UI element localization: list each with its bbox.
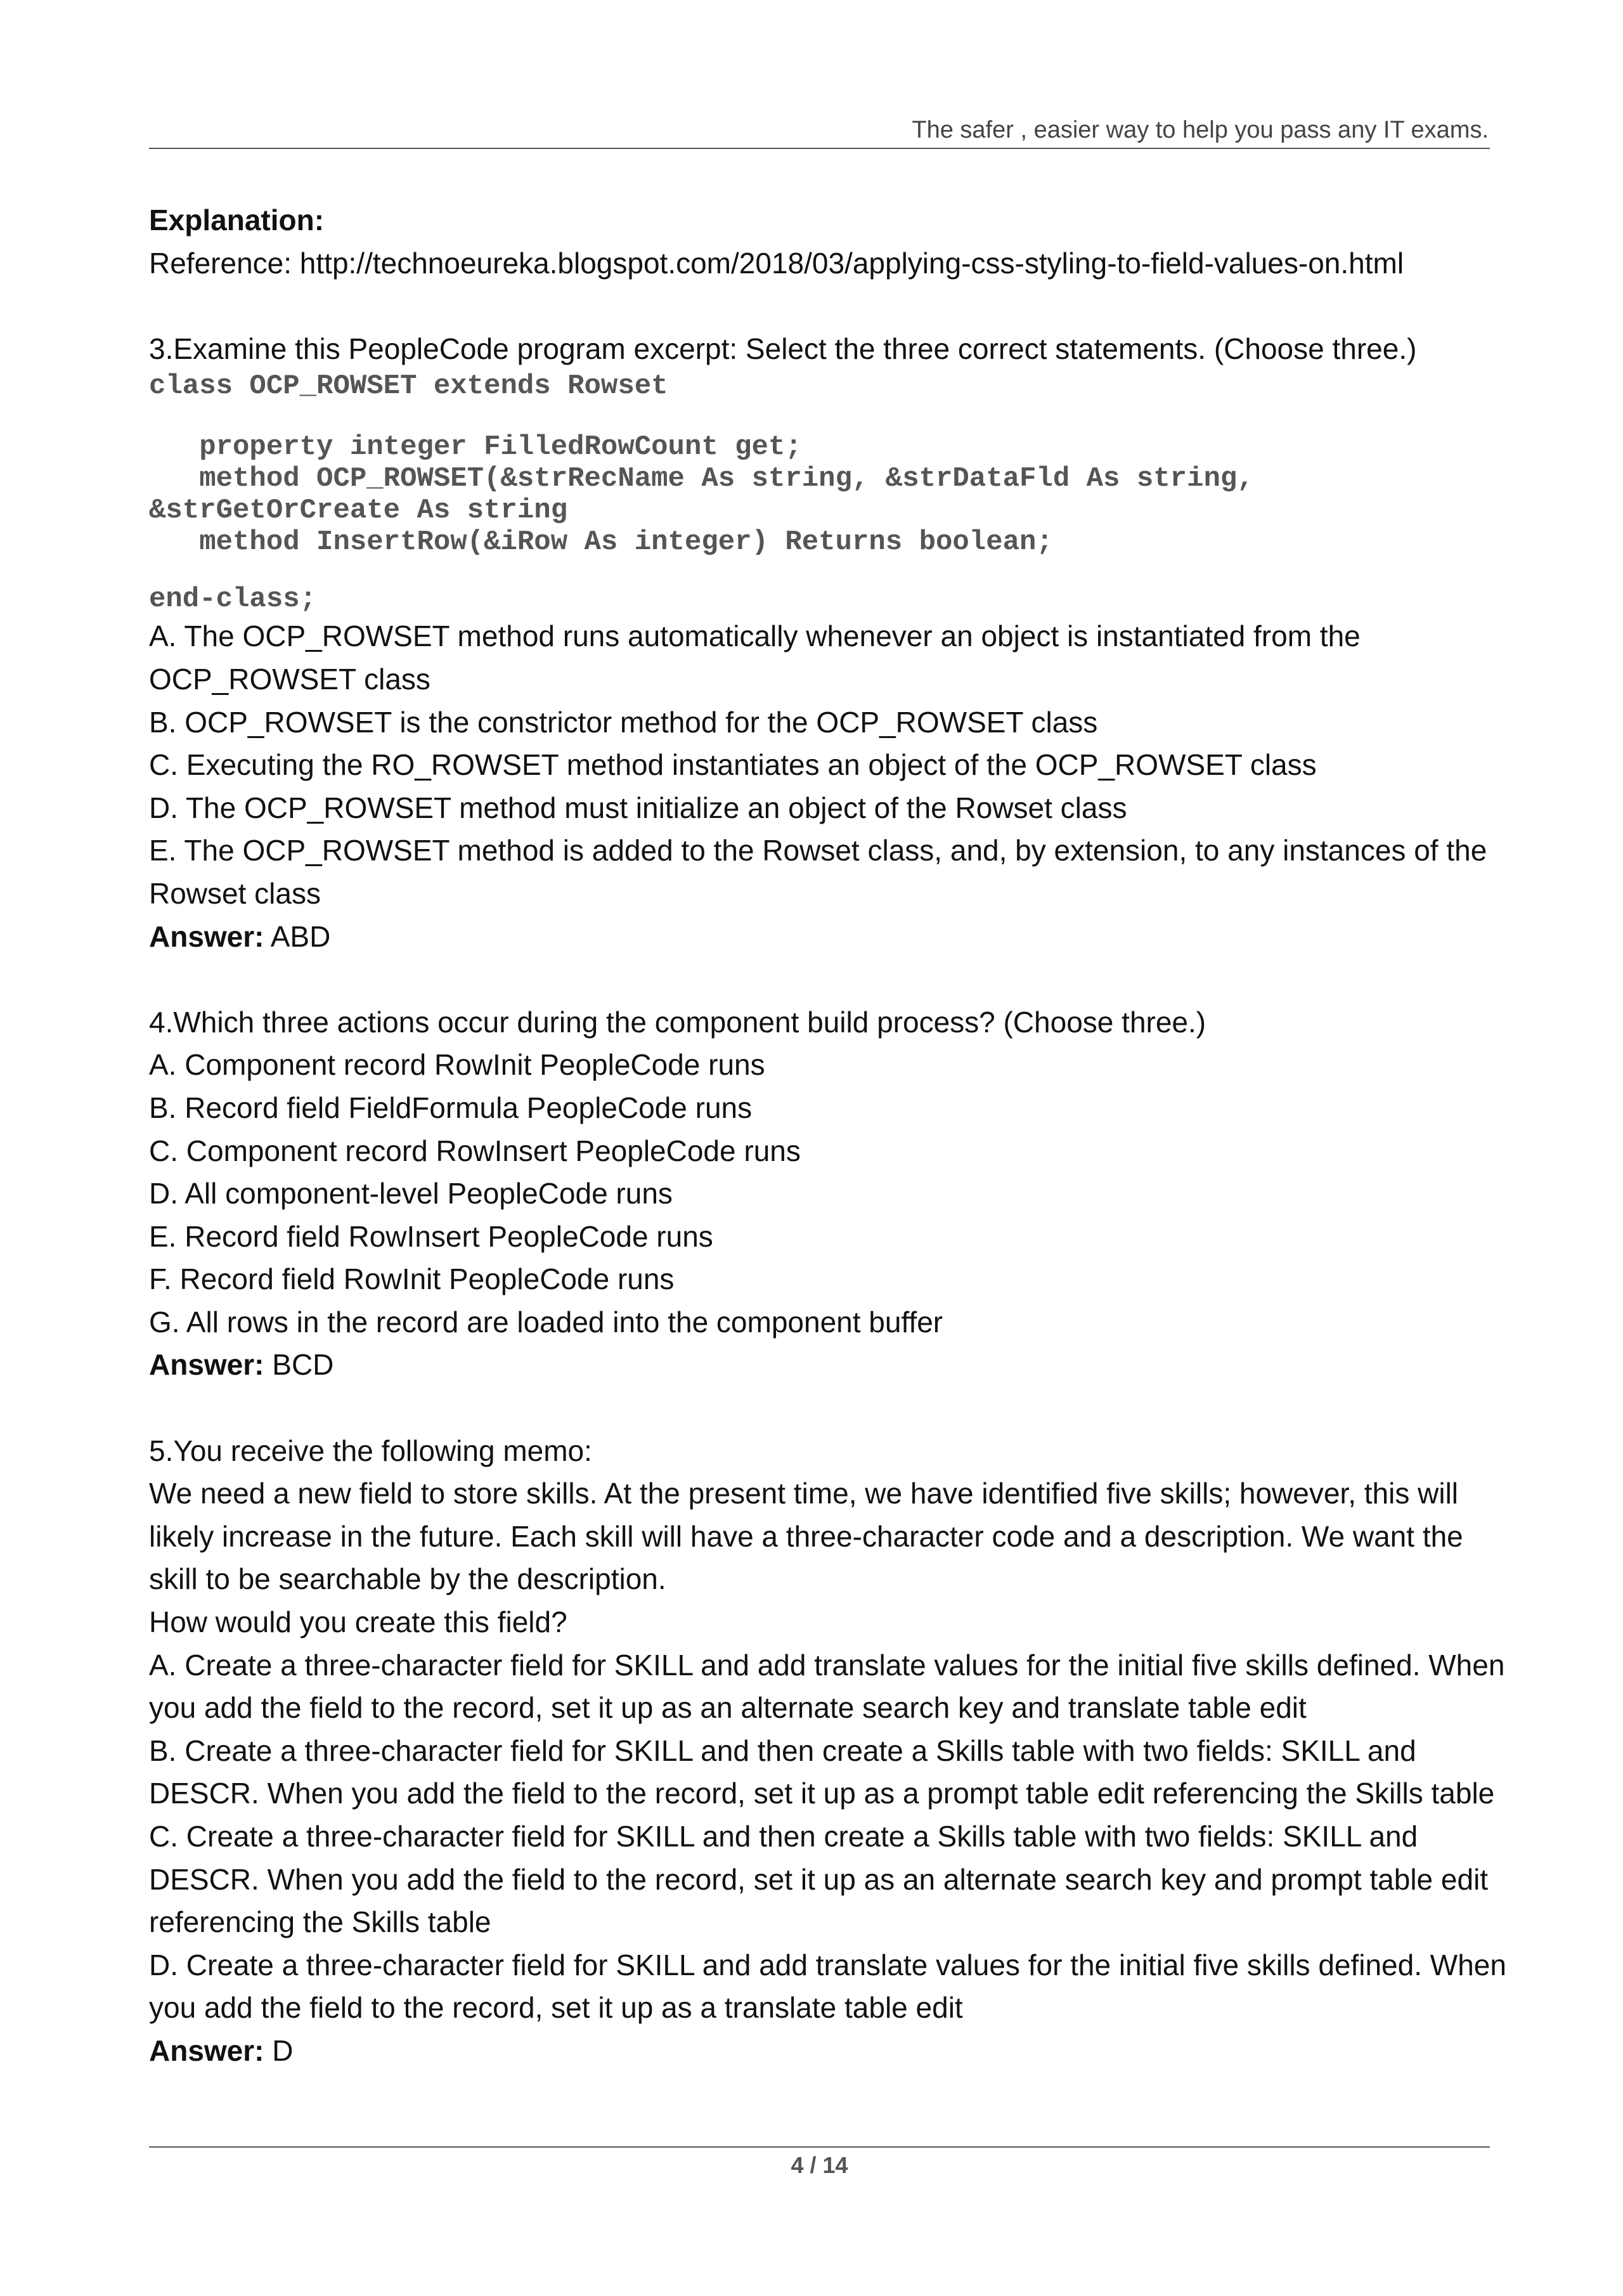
q3-option-e-cont: Rowset class (149, 876, 321, 910)
spacer (149, 285, 1499, 328)
q5-option-b: B. Create a three-character field for SKILL and then create a Skills table with two fields: SKILL and (149, 1734, 1416, 1767)
explanation-reference: Reference: http://technoeureka.blogspot.com/2018/03/applying-css-styling-to-field-values-on.html (149, 246, 1404, 280)
answer-value: BCD (264, 1348, 334, 1382)
q5-option-d: D. Create a three-character field for SKILL and add translate values for the initial five skills defined. When (149, 1948, 1506, 1981)
q3-option-a-cont: OCP_ROWSET class (149, 662, 430, 696)
q5-option-c: C. Create a three-character field for SKILL and then create a Skills table with two fields: SKILL and (149, 1820, 1418, 1853)
q5-answer (149, 2030, 1499, 2073)
q5-memo-line: We need a new field to store skills. At the present time, we have identified five skills; however, this will (149, 1477, 1459, 1510)
q4-option-b: B. Record field FieldFormula PeopleCode runs (149, 1091, 753, 1124)
spacer (149, 558, 1499, 583)
answer-label: Answer: (149, 2033, 264, 2067)
code-line: class OCP_ROWSET extends Rowset (149, 370, 668, 403)
answer-label: Answer: (149, 1348, 264, 1382)
answer-value: D (264, 2033, 294, 2067)
answer-value: ABD (264, 919, 331, 953)
q5-question: 5.You receive the following memo: (149, 1434, 592, 1467)
explanation-heading: Explanation: (149, 204, 325, 237)
footer-divider (149, 2146, 1490, 2148)
q4-option-d: D. All component-level PeopleCode runs (149, 1177, 673, 1210)
q5-option-a-cont: you add the field to the record, set it up as an alternate search key and translate table edit (149, 1691, 1307, 1725)
spacer (149, 958, 1499, 1001)
q3-answer (149, 916, 1499, 959)
q5-option-c-cont: referencing the Skills table (149, 1905, 491, 1939)
q5-option-c-cont: DESCR. When you add the field to the record, set it up as an alternate search key and prompt table edit (149, 1862, 1489, 1896)
q4-answer (149, 1344, 1499, 1387)
spacer (149, 402, 1499, 431)
q4-option-e: E. Record field RowInsert PeopleCode runs (149, 1219, 713, 1253)
q3-option-d: D. The OCP_ROWSET method must initialize an object of the Rowset class (149, 791, 1127, 824)
answer-label: Answer: (149, 919, 264, 953)
q3-option-a: A. The OCP_ROWSET method runs automatically whenever an object is instantiated from the (149, 619, 1361, 653)
code-line: method InsertRow(&iRow As integer) Returns boolean; (149, 526, 1053, 559)
page-number: 4 / 14 (791, 2152, 848, 2178)
q4-option-a: A. Component record RowInit PeopleCode runs (149, 1048, 765, 1082)
header-tagline: The safer , easier way to help you pass any IT exams. (912, 117, 1489, 143)
q3-option-c: C. Executing the RO_ROWSET method instantiates an object of the OCP_ROWSET class (149, 748, 1317, 782)
q5-option-b-cont: DESCR. When you add the field to the record, set it up as a prompt table edit referencing the Skills table (149, 1777, 1495, 1810)
q3-code-block (149, 370, 1499, 615)
q3-option-b: B. OCP_ROWSET is the constrictor method for the OCP_ROWSET class (149, 705, 1098, 739)
q4-option-c: C. Component record RowInsert PeopleCode runs (149, 1134, 801, 1167)
q5-memo-line: likely increase in the future. Each skill will have a three-character code and a description. We want the (149, 1519, 1463, 1553)
q5-option-a: A. Create a three-character field for SKILL and add translate values for the initial five skills defined. When (149, 1648, 1505, 1682)
spacer (149, 1387, 1499, 1430)
q4-option-g: G. All rows in the record are loaded into the component buffer (149, 1305, 943, 1339)
q5-memo-line: How would you create this field? (149, 1605, 567, 1639)
q4-question: 4.Which three actions occur during the component build process? (Choose three.) (149, 1005, 1206, 1039)
header-divider (149, 148, 1490, 149)
q5-memo-line: skill to be searchable by the description. (149, 1562, 666, 1596)
code-line: method OCP_ROWSET(&strRecName As string, &strDataFld As string, (149, 463, 1254, 495)
q4-option-f: F. Record field RowInit PeopleCode runs (149, 1262, 675, 1296)
q3-question: 3.Examine this PeopleCode program excerpt: Select the three correct statements. (Choose three.) (149, 332, 1417, 365)
code-line: end-class; (149, 583, 317, 616)
code-line: property integer FilledRowCount get; (149, 431, 802, 464)
q5-option-d-cont: you add the field to the record, set it up as a translate table edit (149, 1991, 963, 2025)
page-content (149, 199, 1506, 2073)
code-line: &strGetOrCreate As string (149, 495, 568, 527)
q3-option-e: E. The OCP_ROWSET method is added to the Rowset class, and, by extension, to any instances of the (149, 834, 1487, 867)
